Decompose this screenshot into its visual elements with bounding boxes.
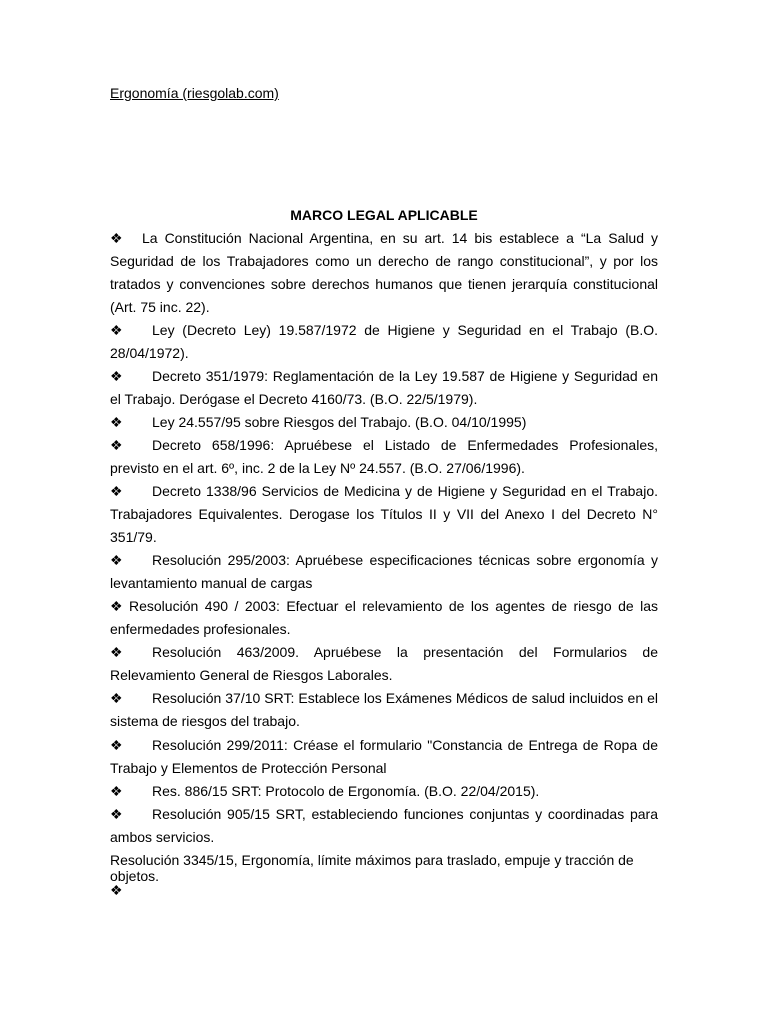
diamond-bullet-icon: ❖ — [110, 368, 123, 384]
list-item-text: Resolución 295/2003: Apruébese especificaciones técnicas sobre ergonomía y levantamiento manual de cargas — [110, 552, 658, 591]
list-item-text: Resolución 463/2009. Apruébese la presentación del Formularios de Relevamiento General de Riesgos Laborales. — [110, 644, 658, 683]
list-item — [110, 687, 658, 733]
list-item-text: Resolución 905/15 SRT, estableciendo funciones conjuntas y coordinadas para ambos servicios. — [110, 806, 658, 845]
diamond-bullet-icon: ❖ — [110, 322, 123, 338]
list-item — [110, 734, 658, 780]
diamond-bullet-icon: ❖ — [110, 552, 123, 568]
list-item — [110, 549, 658, 595]
diamond-bullet-icon: ❖ — [110, 483, 123, 499]
list-item — [110, 641, 658, 687]
diamond-bullet-icon: ❖ — [110, 230, 123, 246]
list-item — [110, 595, 658, 641]
list-item-text: Decreto 1338/96 Servicios de Medicina y de Higiene y Seguridad en el Trabajo. Trabajadores Equivalentes. Derogase los Títulos II y VII del Anexo I del Decreto N° 351/79. — [110, 483, 658, 545]
list-item — [110, 227, 658, 319]
list-item-text: Resolución 299/2011: Créase el formulario "Constancia de Entrega de Ropa de Trabajo y Elementos de Protección Personal — [110, 737, 658, 776]
document-header-link[interactable]: Ergonomía (riesgolab.com) — [110, 85, 279, 101]
list-item-text: Decreto 351/1979: Reglamentación de la Ley 19.587 de Higiene y Seguridad en el Trabajo. Derógase el Decreto 4160/73. (B.O. 22/5/1979). — [110, 368, 658, 407]
list-item-text: Ley (Decreto Ley) 19.587/1972 de Higiene y Seguridad en el Trabajo (B.O. 28/04/1972). — [110, 322, 658, 361]
list-item-text: Decreto 658/1996: Apruébese el Listado de Enfermedades Profesionales, previsto en el art. 6º, inc. 2 de la Ley Nº 24.557. (B.O. 27/06/1996). — [110, 437, 658, 476]
diamond-bullet-icon: ❖ — [110, 690, 123, 706]
diamond-bullet-icon: ❖ — [110, 644, 123, 660]
list-item — [110, 319, 658, 365]
diamond-bullet-icon: ❖ — [110, 437, 123, 453]
list-item — [110, 365, 658, 411]
list-item-text: La Constitución Nacional Argentina, en su art. 14 bis establece a “La Salud y Seguridad de los Trabajadores como un derecho de rango constitucional”, y por los tratados y convenciones sobre derechos humanos que tienen jerarquía constitucional (Art. 75 inc. 22). — [110, 230, 658, 315]
list-item-text: Resolución 37/10 SRT: Establece los Exámenes Médicos de salud incluidos en el sistema de riesgos del trabajo. — [110, 690, 658, 729]
list-item-text-unbulleted: Resolución 3345/15, Ergonomía, límite máximos para traslado, empuje y tracción de objetos. — [110, 852, 634, 884]
diamond-bullet-icon: ❖ — [110, 737, 123, 753]
list-item — [110, 411, 658, 434]
diamond-bullet-icon: ❖ — [110, 598, 123, 614]
section-title: MARCO LEGAL APLICABLE — [290, 207, 478, 223]
list-item — [110, 480, 658, 549]
list-item — [110, 434, 658, 480]
list-item-text: Resolución 490 / 2003: Efectuar el relevamiento de los agentes de riesgo de las enfermedades profesionales. — [110, 598, 658, 637]
list-item-text: Res. 886/15 SRT: Protocolo de Ergonomía. (B.O. 22/04/2015). — [152, 783, 540, 799]
list-item-text: Ley 24.557/95 sobre Riesgos del Trabajo. (B.O. 04/10/1995) — [152, 414, 527, 430]
list-item — [110, 803, 658, 849]
diamond-bullet-icon: ❖ — [110, 414, 123, 430]
list-item — [110, 780, 658, 803]
diamond-bullet-icon: ❖ — [110, 806, 123, 822]
diamond-bullet-icon: ❖ — [110, 783, 123, 799]
diamond-bullet-icon: ❖ — [110, 882, 123, 898]
